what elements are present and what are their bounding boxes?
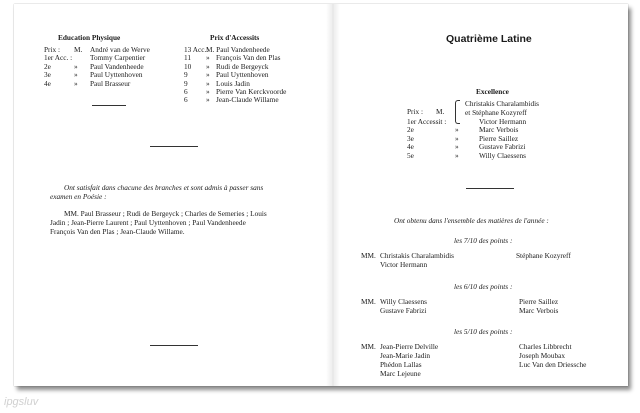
- group-6-mm: MM.: [361, 297, 376, 306]
- group-7-name: Christakis Charalambidis: [380, 251, 454, 260]
- group-7-mm: MM.: [361, 251, 376, 260]
- group-6-name: Pierre Saillez: [519, 297, 559, 306]
- list-item-name: Rudi de Bergeyck: [216, 61, 269, 71]
- list-item-mark: »: [455, 142, 459, 152]
- group-7-name: Victor Hermann: [380, 260, 428, 269]
- excellence-title: Excellence: [476, 87, 509, 96]
- group-5-heading: les 5/10 des points :: [454, 327, 513, 336]
- section-title: Quatrième Latine: [446, 33, 532, 45]
- list-item-count: 9: [184, 78, 188, 88]
- education-physique-title: Education Physique: [58, 33, 121, 42]
- divider: [150, 345, 198, 346]
- prix-accessits-list: [184, 46, 286, 105]
- list-item-rank: 1er Acc. :: [44, 53, 73, 63]
- list-item-rank: 4e: [407, 142, 414, 152]
- divider: [466, 188, 514, 189]
- prix-accessits-title: Prix d'Accessits: [210, 33, 260, 42]
- list-item-count: 6: [184, 87, 188, 97]
- list-item-name: Paul Uyttenhoven: [90, 70, 143, 80]
- list-item-mark: »: [206, 70, 210, 80]
- prix-label: Prix :: [407, 107, 424, 116]
- list-item-mark: »: [206, 53, 210, 63]
- list-item-name: André van de Werve: [90, 45, 150, 54]
- list-item-mark: »: [455, 133, 459, 143]
- list-item-name: Paul Brasseur: [90, 78, 131, 88]
- list-item-name: Jean-Claude Willame: [216, 95, 279, 105]
- divider: [92, 105, 126, 106]
- group-5-name: Charles Libbrecht: [519, 342, 572, 351]
- list-item-mark: M.: [74, 45, 83, 54]
- list-item-name: Willy Claessens: [479, 150, 526, 160]
- list-item-name: Marc Verbois: [479, 125, 519, 135]
- list-item-count: 9: [184, 70, 188, 80]
- group-7-heading: les 7/10 des points :: [454, 236, 513, 245]
- list-item: [44, 80, 150, 88]
- list-item: [407, 152, 526, 160]
- list-item-count: 10: [184, 61, 192, 71]
- list-item-name: Louis Jadin: [216, 78, 250, 88]
- group-5-name: Joseph Moubax: [519, 351, 566, 360]
- list-item-name: Pierre Van Kerckvoorde: [216, 87, 287, 97]
- list-item-rank: 1er Accessit :: [407, 117, 447, 126]
- list-item-mark: »: [455, 125, 459, 135]
- list-item-name: François Van den Plas: [216, 53, 281, 63]
- group-6-name: Gustave Fabrizi: [380, 306, 427, 315]
- group-5-name: Jean-Pierre Delville: [380, 342, 439, 351]
- prix-mark: M.: [436, 107, 445, 116]
- group-6-name: Willy Claessens: [380, 297, 427, 306]
- list-item-mark: »: [206, 95, 210, 105]
- satisfait-line-2: examen en Poésie :: [50, 192, 107, 201]
- satisfait-line-1: Ont satisfait dans chacune des branches et sont admis à passer sans: [64, 183, 264, 192]
- group-5-name: Luc Van den Driessche: [519, 360, 587, 369]
- list-item-rank: 3e: [44, 70, 51, 80]
- prix-name-2: et Stéphane Kozyreff: [465, 108, 527, 117]
- group-7-name: Stéphane Kozyreff: [516, 251, 571, 260]
- prix-name-1: Christakis Charalambidis: [465, 99, 539, 108]
- list-item: [184, 96, 286, 104]
- group-5-name: Phédon Lallas: [380, 360, 422, 369]
- divider: [150, 146, 198, 147]
- list-item-mark: »: [74, 70, 78, 80]
- admitted-names-line-1: MM. Paul Brasseur ; Rudi de Bergeyck ; Charles de Semeries ; Louis: [64, 209, 267, 218]
- list-item-count: 13 Acc.:: [184, 45, 209, 54]
- list-item-name: Paul Vandenheede: [90, 61, 144, 71]
- list-item-mark: »: [206, 78, 210, 88]
- list-item-mark: »: [455, 150, 459, 160]
- list-item-rank: 4e: [44, 78, 51, 88]
- group-5-name: Jean-Marie Jadin: [380, 351, 431, 360]
- document-spread: [14, 4, 628, 386]
- list-item-rank: 5e: [407, 150, 414, 160]
- watermark: ipgsluv: [4, 396, 39, 408]
- page-fold: [326, 4, 340, 386]
- accessits-list: [407, 118, 526, 160]
- group-5-name: Marc Lejeune: [380, 369, 421, 378]
- list-item-name: Paul Uyttenhoven: [216, 70, 269, 80]
- list-item-rank: 2e: [44, 61, 51, 71]
- list-item-mark: »: [74, 78, 78, 88]
- list-item-count: 6: [184, 95, 188, 105]
- list-item-mark: »: [74, 61, 78, 71]
- group-5-mm: MM.: [361, 342, 376, 351]
- list-item-rank: 2e: [407, 125, 414, 135]
- obtenu-line: Ont obtenu dans l'ensemble des matières de l'année :: [394, 216, 549, 225]
- admitted-names-line-2: Jadin ; Jean-Pierre Laurent ; Paul Uyttenhoven ; Paul Vandenheede: [50, 218, 246, 227]
- list-item-mark: »: [206, 61, 210, 71]
- list-item-name: Tommy Carpentier: [90, 53, 146, 63]
- group-6-name: Marc Verbois: [519, 306, 559, 315]
- list-item-name: Gustave Fabrizi: [479, 142, 526, 152]
- list-item-name: Pierre Saillez: [479, 133, 519, 143]
- group-6-heading: les 6/10 des points :: [454, 282, 513, 291]
- list-item-rank: 3e: [407, 133, 414, 143]
- admitted-names-line-3: François Van den Plas ; Jean-Claude Willame.: [50, 227, 185, 236]
- education-physique-list: [44, 46, 150, 88]
- list-item-rank: Prix :: [44, 45, 61, 54]
- list-item-mark: »: [206, 87, 210, 97]
- list-item-name: Victor Hermann: [479, 117, 527, 126]
- list-item-count: 11: [184, 53, 192, 63]
- list-item-name: M. Paul Vandenheede: [206, 45, 270, 54]
